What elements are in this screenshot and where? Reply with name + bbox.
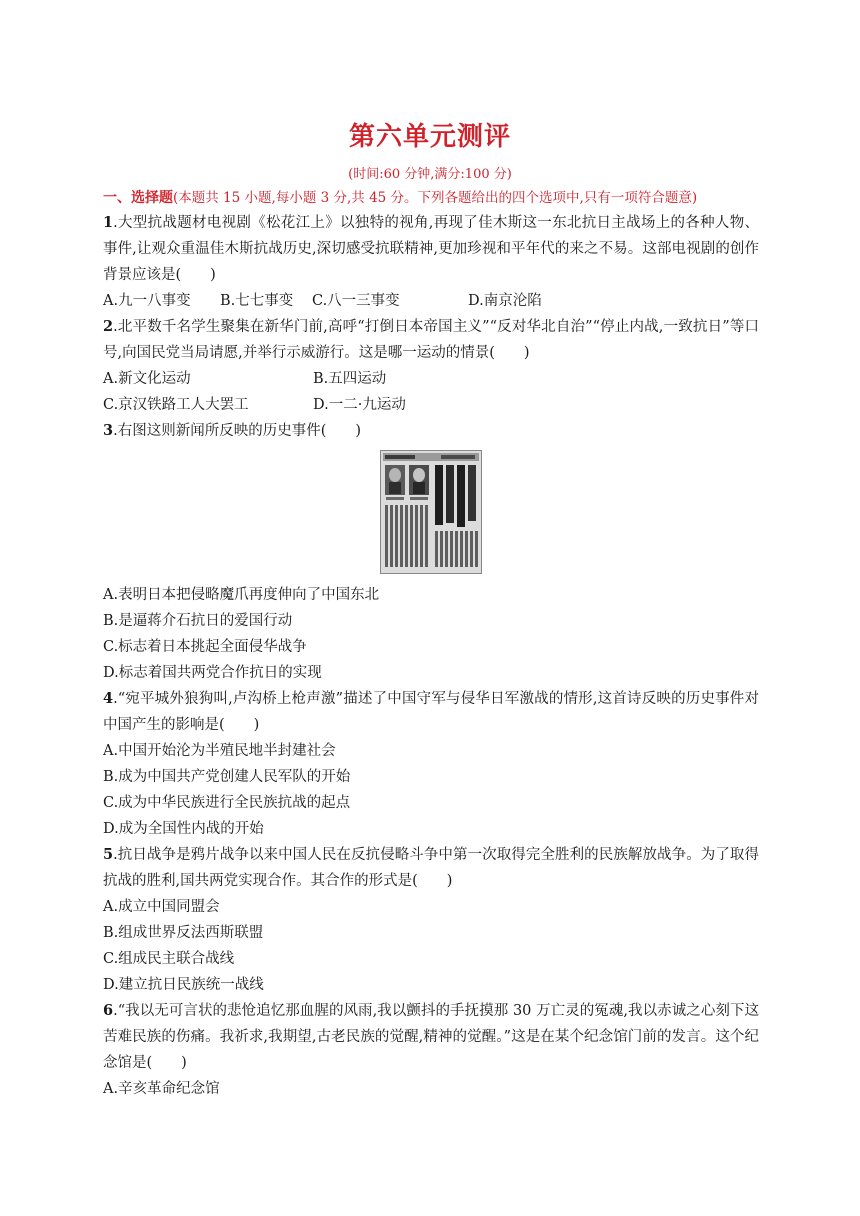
question-stem: .北平数千名学生聚集在新华门前,高呼“打倒日本帝国主义”“反对华北自治”“停止内战,一致抗日”等口号,向国民党当局请愿,并举行示威游行。这是哪一运动的情景( ) — [103, 319, 759, 361]
question-5 — [103, 842, 759, 998]
question-2 — [103, 314, 759, 418]
question-6 — [103, 998, 759, 1102]
option-b: B.组成世界反法西斯联盟 — [103, 925, 264, 941]
question-3 — [103, 418, 759, 686]
option-a: A.中国开始沦为半殖民地半封建社会 — [103, 743, 336, 759]
newspaper-image-drawing — [381, 451, 481, 573]
question-stem: .右图这则新闻所反映的历史事件( ) — [113, 423, 362, 439]
option-c: C.成为中华民族进行全民族抗战的起点 — [103, 795, 351, 811]
option-c: C.标志着日本挑起全面侵华战争 — [103, 639, 307, 655]
option-b: B.五四运动 — [313, 371, 387, 387]
option-a: A.九一八事变 — [103, 293, 191, 309]
option-d: D.成为全国性内战的开始 — [103, 821, 264, 837]
section-instructions: (本题共 15 小题,每小题 3 分,共 45 分。下列各题给出的四个选项中,只有一项符合题意) — [173, 190, 698, 206]
question-number: 4 — [103, 690, 114, 707]
page-title: 第六单元测评 — [348, 122, 511, 152]
options-row — [103, 366, 759, 392]
option-c: C.八一三事变 — [312, 293, 400, 309]
questions-list — [103, 210, 759, 1102]
option-d: D.南京沦陷 — [468, 293, 542, 309]
question-stem: .抗日战争是鸦片战争以来中国人民在反抗侵略斗争中第一次取得完全胜利的民族解放战争。为了取得抗战的胜利,国共两党实现合作。其合作的形式是( ) — [103, 847, 759, 889]
question-stem: .“宛平城外狼狗叫,卢沟桥上枪声激”描述了中国守军与侵华日军激战的情形,这首诗反映的历史事件对中国产生的影响是( ) — [103, 691, 759, 733]
question-stem: .“我以无可言状的悲怆追忆那血腥的风雨,我以颤抖的手抚摸那 30 万亡灵的冤魂,我以赤诚之心刻下这苦难民族的伤痛。我祈求,我期望,古老民族的觉醒,精神的觉醒。”这是在某个纪念馆门前的发言。这个纪念馆是( ) — [103, 1003, 759, 1071]
option-c: C.京汉铁路工人大罢工 — [103, 397, 249, 413]
newspaper-image — [380, 450, 482, 574]
section-label: 一、选择题 — [103, 190, 173, 206]
option-b: B.是逼蒋介石抗日的爱国行动 — [103, 613, 293, 629]
question-number: 6 — [103, 1002, 114, 1019]
question-4 — [103, 686, 759, 842]
question-number: 3 — [103, 422, 114, 439]
question-number: 2 — [103, 318, 114, 335]
option-a: A.辛亥革命纪念馆 — [103, 1081, 220, 1097]
option-d: D.一二·九运动 — [313, 397, 406, 413]
option-d: D.建立抗日民族统一战线 — [103, 977, 264, 993]
question-number: 1 — [103, 214, 114, 231]
option-d: D.标志着国共两党合作抗日的实现 — [103, 665, 322, 681]
question-number: 5 — [103, 846, 114, 863]
option-a: A.表明日本把侵略魔爪再度伸向了中国东北 — [103, 587, 380, 603]
option-a: A.成立中国同盟会 — [103, 899, 220, 915]
question-stem: .大型抗战题材电视剧《松花江上》以独特的视角,再现了佳木斯这一东北抗日主战场上的各种人物、事件,让观众重温佳木斯抗战历史,深切感受抗联精神,更加珍视和平年代的来之不易。这部电视剧的创作背景应该是( ) — [103, 215, 759, 283]
question-1 — [103, 210, 759, 314]
options-row — [103, 288, 759, 314]
section-header — [103, 186, 763, 207]
option-c: C.组成民主联合战线 — [103, 951, 235, 967]
option-b: B.七七事变 — [220, 293, 294, 309]
option-b: B.成为中国共产党创建人民军队的开始 — [103, 769, 351, 785]
options-row — [103, 392, 759, 418]
exam-time-info: (时间:60 分钟,满分:100 分) — [348, 167, 512, 182]
option-a: A.新文化运动 — [103, 371, 191, 387]
